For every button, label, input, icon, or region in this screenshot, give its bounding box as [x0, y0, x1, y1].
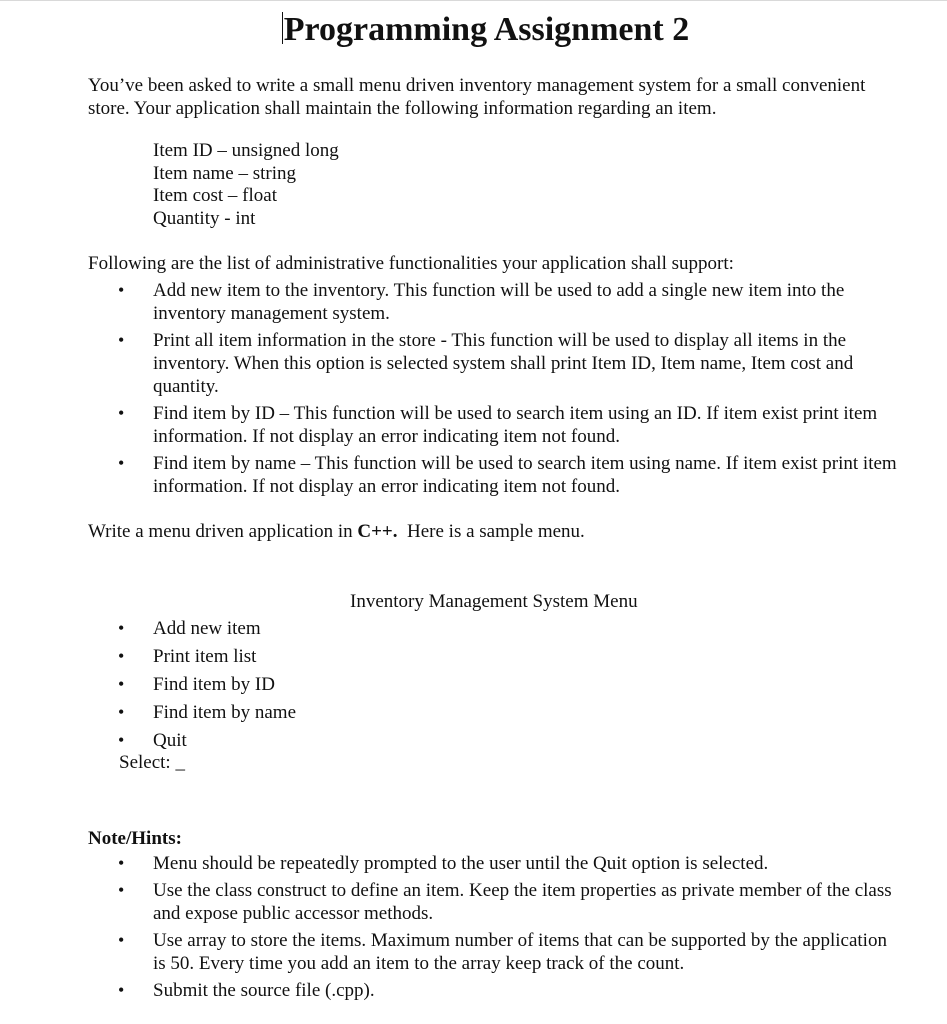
note-item	[88, 879, 898, 925]
note-text: Use the class construct to define an item. Keep the item properties as private member of the class and expose public accessor methods.	[153, 880, 892, 924]
bullet-icon: •	[118, 674, 125, 694]
note-item	[88, 979, 898, 1002]
functionality-item	[88, 279, 898, 325]
note-text: Submit the source file (.cpp).	[153, 980, 375, 1001]
bullet-icon: •	[118, 646, 125, 666]
functionality-list	[88, 279, 898, 502]
note-text: Menu should be repeatedly prompted to the user until the Quit option is selected.	[153, 853, 769, 874]
page-title	[0, 10, 947, 50]
language-instruction	[88, 520, 908, 543]
intro-paragraph: You’ve been asked to write a small menu driven inventory management system for a small convenient store. Your application shall maintain the following information regarding an item.	[88, 75, 866, 119]
menu-option	[88, 617, 488, 645]
functionality-item	[88, 329, 898, 398]
language-name: C++.	[357, 521, 398, 542]
functionality-text: Print all item information in the store - This function will be used to display all items in the inventory. When this option is selected system shall print Item ID, Item name, Item cost and quantity.	[153, 330, 854, 397]
bullet-icon: •	[118, 403, 125, 423]
functionality-item	[88, 402, 898, 448]
note-text: Use array to store the items. Maximum number of items that can be supported by the application is 50. Every time you add an item to the array keep track of the count.	[153, 930, 887, 974]
field-item-name: Item name – string	[153, 162, 296, 184]
menu-option	[88, 673, 488, 701]
menu-option-label: Add new item	[153, 618, 261, 639]
bullet-icon: •	[118, 730, 125, 750]
sample-menu-list	[88, 617, 488, 757]
functionality-text: Add new item to the inventory. This function will be used to add a single new item into the inventory management system.	[153, 280, 845, 324]
menu-option-label: Find item by ID	[153, 674, 275, 695]
menu-option-label: Find item by name	[153, 702, 297, 723]
menu-heading: Inventory Management System Menu	[350, 591, 638, 612]
text-cursor	[282, 12, 283, 44]
bullet-icon: •	[118, 453, 125, 473]
field-item-cost: Item cost – float	[153, 185, 277, 206]
bullet-icon: •	[118, 330, 125, 350]
item-field-list	[153, 140, 339, 230]
note-item	[88, 852, 898, 875]
notes-list	[88, 852, 898, 1006]
select-prompt: Select: _	[119, 752, 185, 773]
functionality-text: Find item by name – This function will be used to search item using name. If item exist print item information. If not display an error indicating item not found.	[153, 453, 897, 497]
bullet-icon: •	[118, 702, 125, 722]
field-item-id: Item ID – unsigned long	[153, 140, 339, 161]
bullet-icon: •	[118, 930, 125, 950]
menu-option	[88, 645, 488, 673]
functionalities-intro: Following are the list of administrative functionalities your application shall support:	[88, 253, 734, 274]
bullet-icon: •	[118, 280, 125, 300]
menu-option	[88, 701, 488, 729]
notes-heading: Note/Hints:	[88, 828, 182, 849]
bullet-icon: •	[118, 853, 125, 873]
language-suffix: Here is a sample menu.	[397, 521, 585, 542]
note-item	[88, 929, 898, 975]
page-title-text: Programming Assignment 2	[283, 11, 690, 48]
functionality-item	[88, 452, 898, 498]
menu-option-label: Quit	[153, 730, 187, 751]
field-quantity: Quantity - int	[153, 207, 256, 229]
menu-option-label: Print item list	[153, 646, 257, 667]
functionality-text: Find item by ID – This function will be used to search item using an ID. If item exist print item information. If not display an error indicating item not found.	[153, 403, 878, 447]
bullet-icon: •	[118, 880, 125, 900]
bullet-icon: •	[118, 618, 125, 638]
language-prefix: Write a menu driven application in	[88, 521, 358, 542]
bullet-icon: •	[118, 980, 125, 1000]
